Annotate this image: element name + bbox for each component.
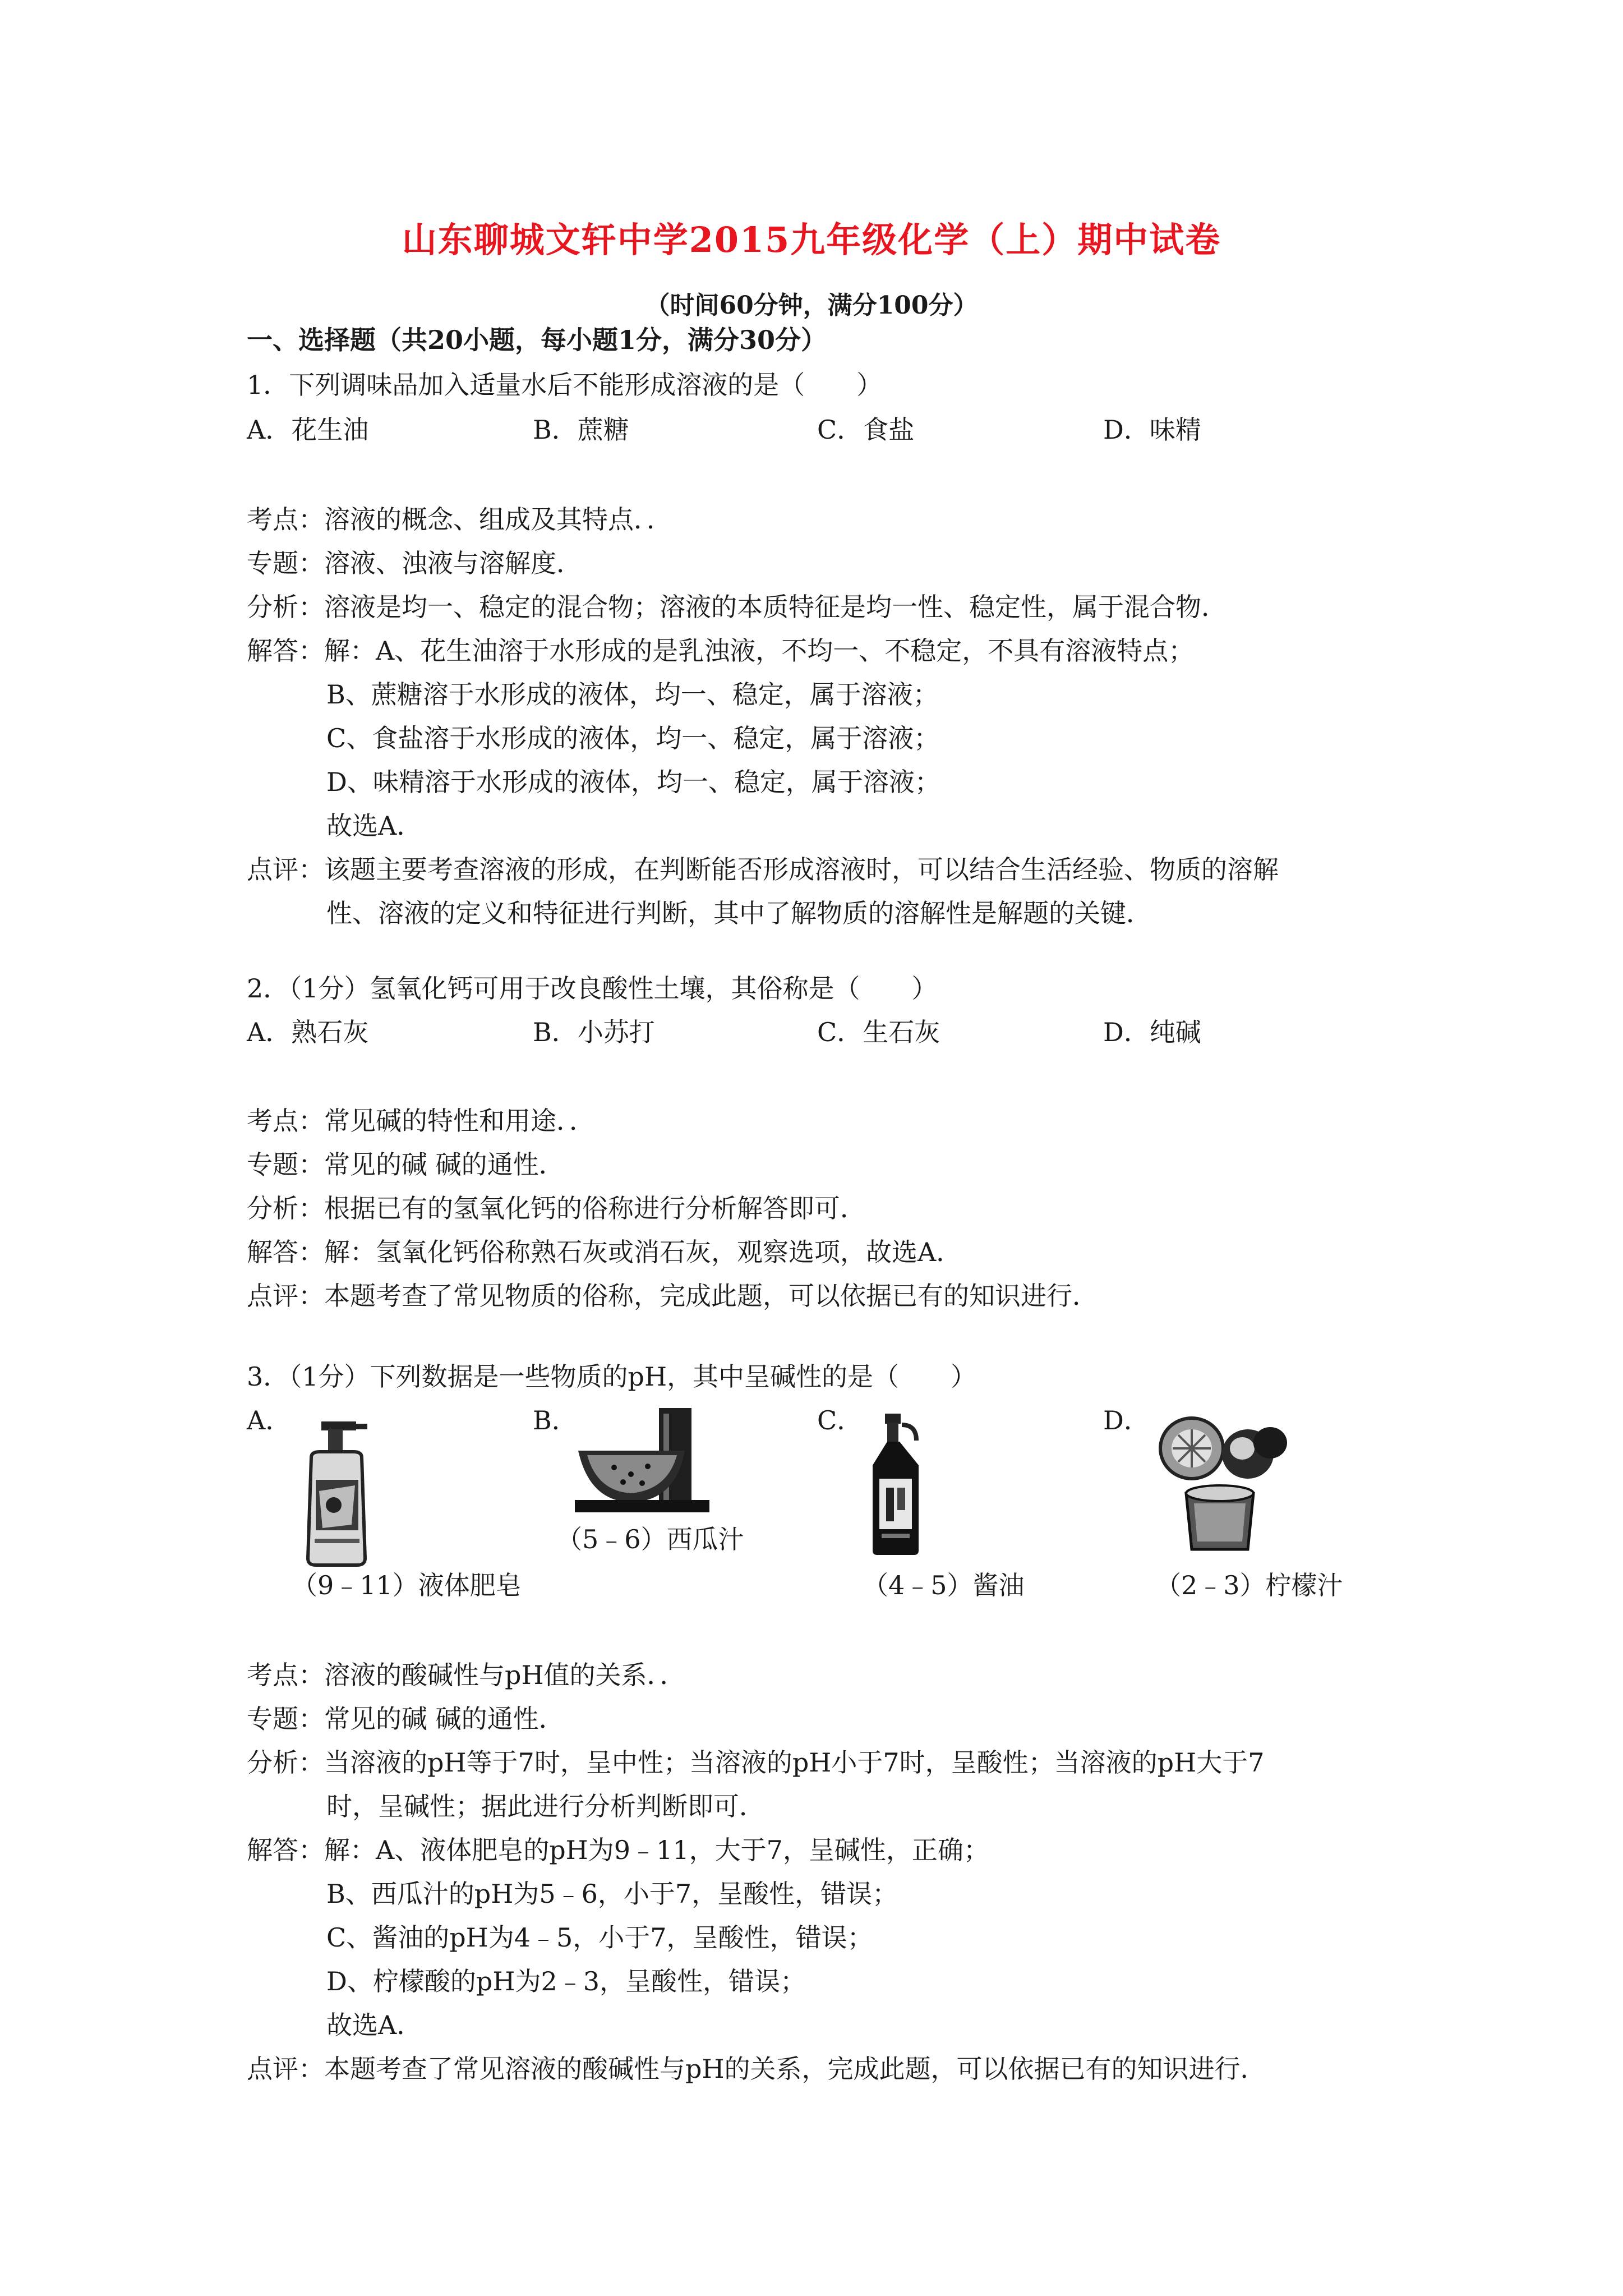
q3-option-b-letter: B． xyxy=(533,1405,578,1435)
q1-fenxi: 分析：溶液是均一、稳定的混合物；溶液的本质特征是均一性、稳定性，属于混合物． xyxy=(247,592,1227,622)
q2-jieda: 解答：解：氢氧化钙俗称熟石灰或消石灰，观察选项，故选A． xyxy=(247,1237,962,1267)
q3-fenxi-line: 时，呈碱性；据此进行分析判断即可． xyxy=(326,1791,765,1821)
q3-jieda-line: D、柠檬酸的pH为2﹣3，呈酸性，错误； xyxy=(326,1966,806,1996)
q3-jieda-line: B、西瓜汁的pH为5﹣6，小于7，呈酸性，错误； xyxy=(326,1879,898,1909)
q3-caption-c: （4﹣5）酱油 xyxy=(863,1570,1025,1600)
q1-option-b: B．蔗糖 xyxy=(533,415,629,445)
q1-jieda-line: 故选A． xyxy=(326,811,423,841)
q1-stem: 1．下列调味品加入适量水后不能形成溶液的是（ ） xyxy=(247,370,883,400)
q1-jieda-line: 解答：解：A、花生油溶于水形成的是乳浊液，不均一、不稳定，不具有溶液特点； xyxy=(247,636,1195,666)
q3-dianping: 点评：本题考查了常见溶液的酸碱性与pH的关系，完成此题，可以依据已有的知识进行． xyxy=(247,2054,1266,2084)
q2-zhuanti: 专题：常见的碱 碱的通性． xyxy=(247,1149,565,1180)
soy-sauce-bottle-icon xyxy=(865,1411,926,1557)
q1-jieda-line: B、蔗糖溶于水形成的液体，均一、稳定，属于溶液； xyxy=(326,679,939,710)
q1-option-c: C．食盐 xyxy=(817,415,915,445)
q3-kaodian: 考点：溶液的酸碱性与pH值的关系．． xyxy=(247,1660,686,1690)
q2-dianping: 点评：本题考查了常见物质的俗称，完成此题，可以依据已有的知识进行． xyxy=(247,1281,1098,1311)
q2-fenxi: 分析：根据已有的氢氧化钙的俗称进行分析解答即可． xyxy=(247,1193,866,1223)
q2-kaodian: 考点：常见碱的特性和用途．． xyxy=(247,1106,595,1136)
q1-option-d: D．味精 xyxy=(1103,415,1201,445)
q1-dianping-line: 点评：该题主要考查溶液的形成，在判断能否形成溶液时，可以结合生活经验、物质的溶解 xyxy=(247,854,1279,885)
q2-option-b: B．小苏打 xyxy=(533,1017,655,1047)
exam-subtitle: （时间60分钟，满分100分） xyxy=(645,291,978,320)
q2-stem: 2．（1分）氢氧化钙可用于改良酸性土壤，其俗称是（ ） xyxy=(247,973,938,1004)
q3-caption-a: （9﹣11）液体肥皂 xyxy=(292,1570,522,1600)
q3-jieda-line: C、酱油的pH为4﹣5，小于7，呈酸性，错误； xyxy=(326,1922,873,1953)
q3-option-c-letter: C． xyxy=(817,1405,863,1435)
q3-zhuanti: 专题：常见的碱 碱的通性． xyxy=(247,1704,565,1734)
q3-jieda-line: 故选A． xyxy=(326,2010,423,2040)
section-heading: 一、选择题（共20小题，每小题1分，满分30分） xyxy=(247,325,827,355)
q3-stem: 3．（1分）下列数据是一些物质的pH，其中呈碱性的是（ ） xyxy=(247,1361,977,1392)
liquid-soap-bottle-icon xyxy=(294,1418,379,1570)
q3-fenxi-line: 分析：当溶液的pH等于7时，呈中性；当溶液的pH小于7时，呈酸性；当溶液的pH大于7 xyxy=(247,1747,1265,1778)
q3-option-a-letter: A． xyxy=(247,1405,292,1435)
q1-dianping-line: 性、溶液的定义和特征进行判断，其中了解物质的溶解性是解题的关键． xyxy=(326,898,1152,928)
q3-jieda-line: 解答：解：A、液体肥皂的pH为9﹣11，大于7，呈碱性，正确； xyxy=(247,1835,989,1865)
q1-jieda-line: C、食盐溶于水形成的液体，均一、稳定，属于溶液； xyxy=(326,723,940,753)
q3-option-d-letter: D． xyxy=(1103,1405,1150,1435)
q3-caption-d: （2﹣3）柠檬汁 xyxy=(1155,1570,1343,1600)
lemon-juice-icon xyxy=(1152,1409,1293,1555)
watermelon-juice-icon xyxy=(575,1406,709,1512)
q1-zhuanti: 专题：溶液、浊液与溶解度． xyxy=(247,548,582,578)
q2-option-d: D．纯碱 xyxy=(1103,1017,1201,1047)
q1-jieda-line: D、味精溶于水形成的液体，均一、稳定，属于溶液； xyxy=(326,767,940,797)
q2-option-c: C．生石灰 xyxy=(817,1017,940,1047)
q2-option-a: A．熟石灰 xyxy=(247,1017,369,1047)
page-title: 山东聊城文轩中学2015九年级化学（上）期中试卷 xyxy=(402,219,1221,260)
q1-kaodian: 考点：溶液的概念、组成及其特点．． xyxy=(247,504,672,535)
q1-option-a: A．花生油 xyxy=(247,415,369,445)
q3-caption-b: （5﹣6）西瓜汁 xyxy=(556,1524,744,1554)
